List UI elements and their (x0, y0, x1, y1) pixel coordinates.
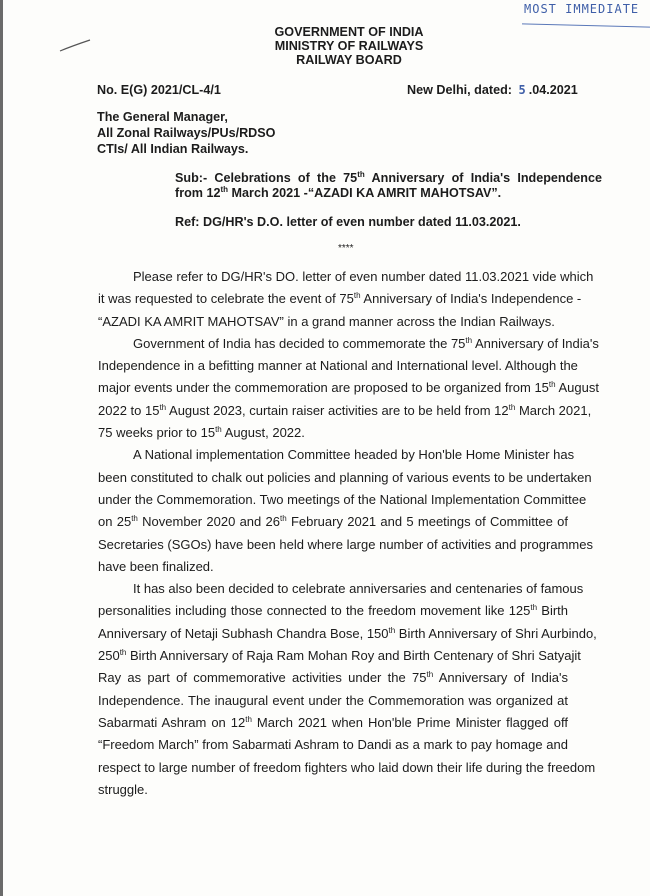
text-segment: It has also been decided to celebrate anniversaries and centenaries of famous (133, 581, 584, 597)
text-segment: Independence. The inaugural event under the Commemoration was organized at (98, 692, 568, 708)
text-line (98, 400, 592, 422)
text-segment: August, 2022. (221, 425, 305, 441)
text-segment: struggle. (98, 781, 148, 797)
superscript: th (353, 291, 361, 301)
text-segment: “Freedom March” from Sabarmati Ashram to Dandi as a mark to pay homage and (98, 737, 568, 753)
text-segment: “AZADI KA AMRIT MAHOTSAV” in a grand manner across the Indian Railways. (98, 313, 555, 329)
superscript: th (280, 514, 287, 524)
text-segment: Anniversary of India's Independence - (360, 291, 582, 307)
subject-text: March 2021 -“AZADI KA AMRIT MAHOTSAV”. (228, 186, 502, 200)
superscript: th (426, 670, 434, 680)
text-segment: November 2020 and 26 (137, 514, 280, 530)
subject-text: Anniversary of India's Independence (364, 171, 602, 185)
subject-text: Sub:- Celebrations of the 75 (175, 171, 358, 185)
subject-line-2 (175, 186, 501, 200)
text-line (98, 534, 593, 556)
superscript: th (388, 625, 396, 635)
text-line (98, 757, 596, 779)
text-segment: Government of India has decided to commemorate the 75 (133, 335, 466, 351)
text-line (98, 377, 599, 399)
letter-body (98, 266, 599, 801)
superscript: th (245, 714, 252, 724)
text-line (98, 623, 597, 645)
text-line (98, 511, 568, 533)
date-label: New Delhi, dated: (407, 83, 512, 97)
text-line (98, 690, 568, 712)
handwritten-date-day: 5 (518, 83, 526, 97)
text-segment: under the Commemoration. Two meetings of the National Implementation Committee (98, 491, 587, 507)
text-segment: August 2023, curtain raiser activities are to be held from 12 (166, 402, 509, 418)
text-line (98, 667, 568, 689)
text-segment: Independence in a befitting manner at National and International level. Although the (98, 358, 578, 374)
handwritten-priority-note: MOST IMMEDIATE (524, 2, 640, 16)
text-line (98, 311, 568, 333)
superscript: th (131, 514, 138, 524)
text-segment: August (555, 380, 599, 396)
superscript: th (119, 648, 127, 658)
reference-line: Ref: DG/HR's D.O. letter of even number dated 11.03.2021. (175, 215, 521, 229)
text-line (98, 444, 575, 466)
header-ministry: MINISTRY OF RAILWAYS (274, 39, 424, 53)
paragraph (98, 444, 593, 578)
text-segment: Birth Anniversary of Raja Ram Mohan Roy and Birth Centenary of Shri Satyajit (126, 648, 581, 664)
superscript: th (357, 170, 365, 179)
text-segment: respect to large number of freedom fighters who laid down their life during the freedom (98, 759, 596, 775)
text-segment: 2022 to 15 (98, 402, 160, 418)
text-segment: Ray as part of commemorative activities under the 75 (98, 670, 427, 686)
text-line (98, 422, 568, 444)
text-segment: have been finalized. (98, 558, 214, 574)
text-line (98, 779, 568, 801)
paragraph (98, 333, 599, 444)
text-segment: Birth (537, 603, 569, 619)
text-line (98, 645, 581, 667)
superscript: th (215, 425, 222, 435)
superscript: th (508, 402, 516, 412)
text-line (98, 489, 587, 511)
scan-edge (0, 0, 3, 896)
letter-number: No. E(G) 2021/CL-4/1 (97, 83, 221, 97)
subject-line-1 (175, 171, 602, 185)
addressee-line: CTIs/ All Indian Railways. (97, 142, 249, 156)
superscript: th (530, 603, 538, 613)
text-segment: been constituted to chalk out policies and planning of various events to be undertaken (98, 469, 592, 485)
superscript: th (465, 335, 473, 345)
text-segment: on 25 (98, 514, 132, 530)
text-segment: Sabarmati Ashram on 12 (98, 714, 246, 730)
paragraph (98, 266, 594, 333)
text-segment: Secretaries (SGOs) have been held where large number of activities and programmes (98, 536, 593, 552)
header-government: GOVERNMENT OF INDIA (274, 25, 424, 39)
text-segment: major events under the commemoration are proposed to be organized from 15 (98, 380, 549, 396)
subject-text: from 12 (175, 186, 221, 200)
header-board: RAILWAY BOARD (296, 53, 402, 67)
text-segment: A National implementation Committee headed by Hon'ble Home Minister has (133, 447, 575, 463)
text-line (98, 355, 578, 377)
addressee-line: The General Manager, (97, 110, 228, 124)
text-line (98, 288, 582, 310)
text-segment: March 2021 when Hon'ble Prime Minister flagged off (251, 714, 568, 730)
superscript: th (159, 402, 167, 412)
text-segment: Birth Anniversary of Shri Aurbindo, (395, 625, 597, 641)
text-line (98, 266, 594, 288)
text-line (98, 556, 568, 578)
text-line (98, 333, 599, 355)
text-segment: February 2021 and 5 meetings of Committee of (286, 514, 568, 530)
text-line (98, 578, 584, 600)
text-segment: Anniversary of India's (472, 335, 599, 351)
text-line (98, 600, 568, 622)
separator-stars: **** (338, 243, 354, 254)
text-line (98, 467, 592, 489)
text-line (98, 734, 568, 756)
text-segment: Anniversary of India's (433, 670, 568, 686)
text-segment: 250 (98, 648, 120, 664)
date-rest: .04.2021 (528, 83, 578, 97)
text-segment: personalities including those connected to the freedom movement like 125 (98, 603, 531, 619)
text-segment: March 2021, (515, 402, 592, 418)
text-line (98, 712, 568, 734)
text-segment: Anniversary of Netaji Subhash Chandra Bose, 150 (98, 625, 389, 641)
superscript: th (548, 380, 556, 390)
text-segment: it was requested to celebrate the event of 75 (98, 291, 354, 307)
superscript: th (220, 185, 229, 194)
text-segment: 75 weeks prior to 15 (98, 425, 216, 441)
addressee-line: All Zonal Railways/PUs/RDSO (97, 126, 276, 140)
text-segment: Please refer to DG/HR's DO. letter of even number dated 11.03.2021 vide which (133, 269, 594, 284)
letter-date (407, 83, 578, 97)
paragraph (98, 578, 597, 801)
